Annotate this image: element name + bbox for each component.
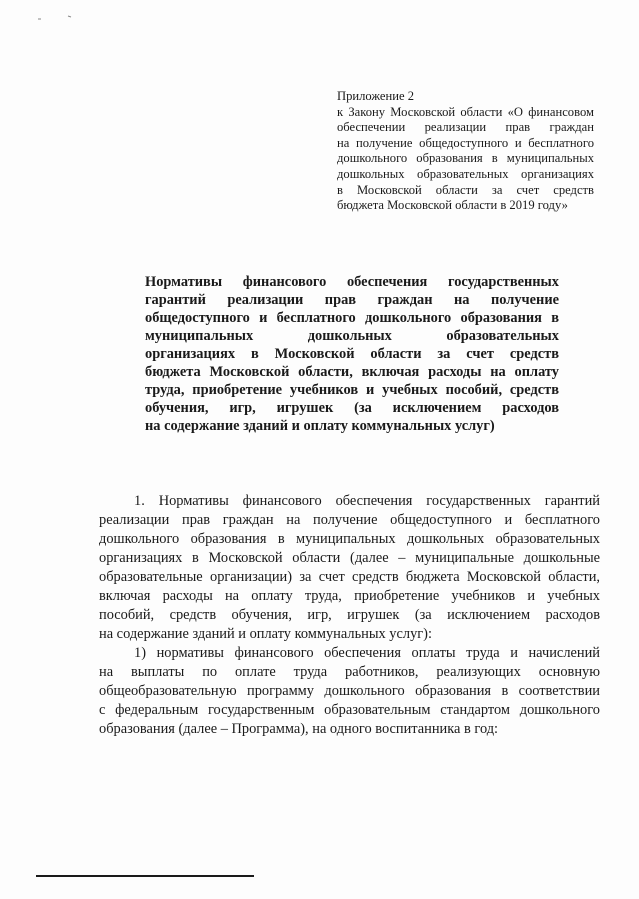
title-line: общедоступного и бесплатного дошкольного образования в	[145, 310, 559, 326]
title-line: труда, приобретение учебников и учебных пособий, средств	[145, 382, 559, 398]
appendix-header	[337, 89, 594, 214]
body-line: 1. Нормативы финансового обеспечения государственных гарантий	[134, 493, 600, 509]
title-line: муниципальных дошкольных образовательных	[145, 328, 559, 344]
appendix-line: Приложение 2	[337, 89, 415, 103]
appendix-line: в Московской области за счет средств	[337, 182, 594, 197]
body-line: реализации прав граждан на получение общедоступного и бесплатного	[99, 512, 600, 528]
title-line: Нормативы финансового обеспечения государственных	[145, 274, 559, 290]
body-line: с федеральным государственным образовательным стандартом дошкольного	[99, 702, 600, 718]
body-line: включая расходы на оплату труда, приобретение учебников и учебных	[99, 588, 600, 604]
appendix-line: к Закону Московской области «О финансовом	[337, 104, 594, 119]
body-line: на содержание зданий и оплату коммунальных услуг):	[99, 626, 432, 642]
appendix-line: на получение общедоступного и бесплатного	[337, 135, 594, 150]
paragraph-1	[99, 492, 600, 644]
appendix-line: бюджета Московской области в 2019 году»	[337, 198, 568, 213]
title-line: на содержание зданий и оплату коммунальных услуг)	[145, 418, 495, 434]
title-line: гарантий реализации прав граждан на получение	[145, 292, 559, 308]
document-title	[145, 273, 559, 435]
footnote-separator	[36, 875, 254, 877]
body-line: 1) нормативы финансового обеспечения оплаты труда и начислений	[134, 645, 600, 661]
body-line: дошкольного образования в муниципальных дошкольных образовательных	[99, 531, 600, 547]
appendix-line: обеспечении реализации прав граждан	[337, 120, 594, 135]
title-line: обучения, игр, игрушек (за исключением расходов	[145, 400, 559, 416]
title-line: бюджета Московской области, включая расходы на оплату	[145, 364, 559, 380]
body-line: на выплаты по оплате труда работников, реализующих основную	[99, 664, 600, 680]
title-line: организациях в Московской области за счет средств	[145, 346, 559, 362]
document-body	[99, 492, 600, 739]
paragraph-2	[99, 644, 600, 739]
body-line: образования (далее – Программа), на одного воспитанника в год:	[99, 721, 499, 737]
scan-artifact-mark	[38, 14, 78, 22]
appendix-line: дошкольного образования в муниципальных	[337, 151, 594, 166]
body-line: общеобразовательную программу дошкольного образования в соответствии	[99, 683, 600, 699]
appendix-line: дошкольных образовательных организациях	[337, 166, 594, 181]
body-line: организациях в Московской области (далее – муниципальные дошкольные	[99, 550, 600, 566]
body-line: пособий, средств обучения, игр, игрушек (за исключением расходов	[99, 607, 600, 623]
body-line: образовательные организации) за счет средств бюджета Московской области,	[99, 569, 600, 585]
